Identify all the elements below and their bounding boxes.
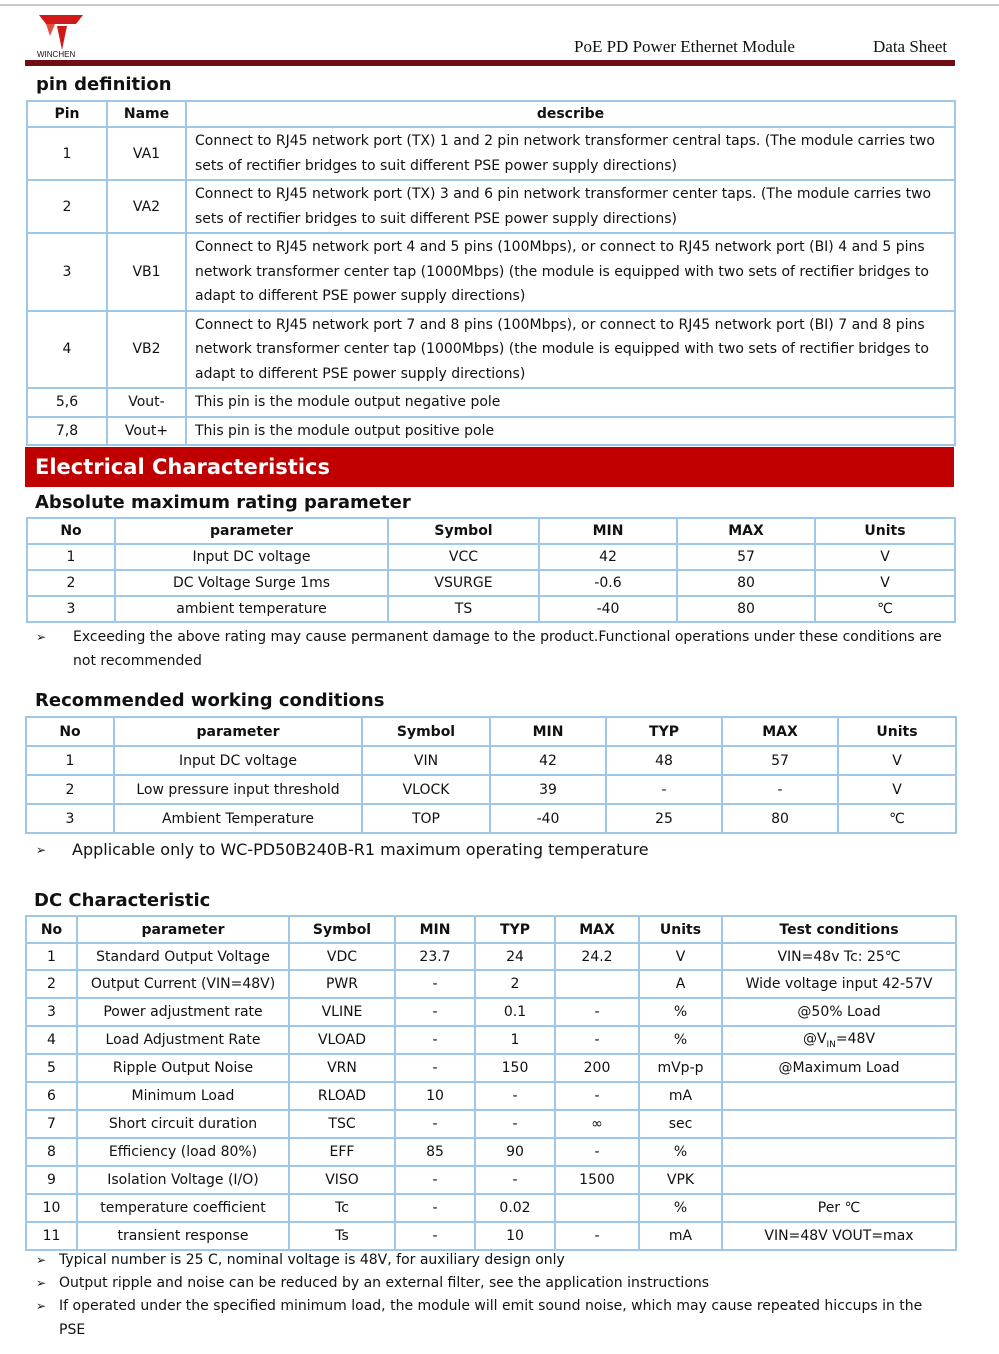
table-cell: - [395,1026,475,1054]
table-row [26,1110,956,1138]
table-row [26,1138,956,1166]
table-cell: Efficiency (load 80%) [77,1138,289,1166]
table-cell: 24.2 [555,943,639,970]
table-cell: ℃ [815,596,955,622]
col-header: Name [107,101,186,127]
table-cell: VLOAD [289,1026,395,1054]
col-header: describe [186,101,955,127]
condition-subscript: IN [826,1039,836,1050]
dc-heading: DC Characteristic [34,890,211,911]
table-row [26,998,956,1026]
table-cell: 3 [27,596,115,622]
pin-cell: 5,6 [27,388,107,417]
col-header: parameter [115,518,388,544]
table-cell: -0.6 [539,570,677,596]
note-text: Typical number is 25 C, nominal voltage is 48V, for auxiliary design only [59,1252,565,1268]
table-cell [722,1082,956,1110]
table-row [26,746,956,775]
table-row [27,388,955,417]
table-cell: 85 [395,1138,475,1166]
table-cell: VCC [388,544,539,570]
condition-suffix: =48V [835,1030,876,1047]
table-cell: 90 [475,1138,555,1166]
table-cell: VPK [639,1166,722,1194]
condition-prefix: @V [802,1030,827,1047]
table-header-row [26,717,956,746]
table-cell: Per ℃ [722,1194,956,1222]
table-cell: -40 [539,596,677,622]
table-row [27,544,955,570]
col-header: Symbol [289,916,395,943]
table-cell: 39 [490,775,606,804]
table-cell: 3 [26,804,114,833]
table-cell: 80 [677,570,815,596]
table-cell: 1 [26,746,114,775]
table-cell: mA [639,1222,722,1250]
table-cell: 5 [26,1054,77,1082]
dc-note [36,1271,946,1295]
table-row [26,1026,956,1054]
name-cell: VA1 [107,127,186,180]
table-cell: DC Voltage Surge 1ms [115,570,388,596]
table-cell: 10 [26,1194,77,1222]
table-cell: VDC [289,943,395,970]
table-cell: Output Current (VIN=48V) [77,970,289,998]
col-header: TYP [606,717,722,746]
table-cell: 48 [606,746,722,775]
dc-note [36,1248,946,1272]
recommended-note [36,838,946,862]
col-header: No [26,916,77,943]
table-cell: VLOCK [362,775,490,804]
table-cell: - [555,998,639,1026]
table-cell: @Maximum Load [722,1054,956,1082]
table-row [26,1222,956,1250]
table-cell: % [639,1194,722,1222]
table-cell: ℃ [838,804,956,833]
table-row [27,127,955,180]
table-cell: % [639,1138,722,1166]
table-cell: - [606,775,722,804]
col-header: Units [815,518,955,544]
table-cell: - [475,1166,555,1194]
table-cell: Input DC voltage [115,544,388,570]
table-cell: RLOAD [289,1082,395,1110]
table-row [27,596,955,622]
name-cell: Vout+ [107,417,186,446]
table-row [27,311,955,389]
table-cell: Standard Output Voltage [77,943,289,970]
table-cell: VIN=48v Tc: 25℃ [722,943,956,970]
col-header: Test conditions [722,916,956,943]
table-cell: - [395,1110,475,1138]
col-header: Symbol [362,717,490,746]
abs-max-heading: Absolute maximum rating parameter [35,492,411,513]
table-cell: Load Adjustment Rate [77,1026,289,1054]
col-header: No [27,518,115,544]
table-cell: Minimum Load [77,1082,289,1110]
abs-max-table [26,517,956,623]
arrow-bullet-icon: ➢ [36,630,47,644]
table-cell: VIN [362,746,490,775]
table-row [26,804,956,833]
table-cell: VLINE [289,998,395,1026]
col-header: TYP [475,916,555,943]
col-header: parameter [114,717,362,746]
col-header: MAX [677,518,815,544]
table-cell: 2 [26,970,77,998]
table-row [26,1166,956,1194]
table-cell: 25 [606,804,722,833]
dc-note [36,1294,946,1338]
table-row [27,570,955,596]
note-text: Applicable only to WC-PD50B240B-R1 maximum operating temperature [72,840,649,859]
pin-definition-heading: pin definition [36,74,172,95]
table-cell: - [395,1194,475,1222]
table-cell: Ambient Temperature [114,804,362,833]
table-cell: - [395,970,475,998]
dc-table [25,915,957,1251]
pin-cell: 1 [27,127,107,180]
table-cell: % [639,998,722,1026]
table-cell: 1500 [555,1166,639,1194]
table-row [26,775,956,804]
table-cell: - [395,1054,475,1082]
table-cell: ambient temperature [115,596,388,622]
pin-definition-table [26,100,956,446]
describe-cell: This pin is the module output positive pole [186,417,955,446]
table-cell: - [395,1222,475,1250]
table-row [27,180,955,233]
describe-cell: Connect to RJ45 network port 7 and 8 pins (100Mbps), or connect to RJ45 network port (BI) 7 and 8 pins network transformer center tap (1000Mbps) (the module is equipped with two sets of rectifier bridges to adapt to different PSE power supply directions) [186,311,955,389]
table-cell: 2 [475,970,555,998]
col-header: MIN [395,916,475,943]
table-cell [722,1166,956,1194]
table-cell [555,970,639,998]
table-cell: TOP [362,804,490,833]
table-cell: @50% Load [722,998,956,1026]
table-cell [722,1138,956,1166]
section-band-electrical: Electrical Characteristics [25,447,954,487]
table-cell: VISO [289,1166,395,1194]
table-cell: VRN [289,1054,395,1082]
table-cell [722,1110,956,1138]
col-header: Symbol [388,518,539,544]
note-text: Exceeding the above rating may cause permanent damage to the product.Functional operations under these conditions are not recommended [73,629,942,669]
table-cell: Low pressure input threshold [114,775,362,804]
name-cell: VB1 [107,233,186,311]
name-cell: VB2 [107,311,186,389]
table-cell: Tc [289,1194,395,1222]
abs-max-note [36,625,946,673]
table-cell: - [395,1166,475,1194]
table-row [27,417,955,446]
note-text: If operated under the specified minimum load, the module will emit sound noise, which may cause repeated hiccups in the PSE [59,1298,923,1338]
table-cell: ∞ [555,1110,639,1138]
table-cell: 3 [26,998,77,1026]
arrow-bullet-icon: ➢ [36,1253,47,1267]
test-condition-cell [722,1026,956,1054]
table-cell: PWR [289,970,395,998]
table-cell: TS [388,596,539,622]
table-header-row [27,101,955,127]
table-cell: 150 [475,1054,555,1082]
table-header-row [26,916,956,943]
table-cell: - [555,1026,639,1054]
table-cell: Input DC voltage [114,746,362,775]
table-cell: VSURGE [388,570,539,596]
table-cell: 6 [26,1082,77,1110]
table-cell: V [838,746,956,775]
table-cell: % [639,1026,722,1054]
table-cell: 0.1 [475,998,555,1026]
table-cell: V [815,570,955,596]
describe-cell: Connect to RJ45 network port 4 and 5 pins (100Mbps), or connect to RJ45 network port (BI) 4 and 5 pins network transformer center tap (1000Mbps) (the module is equipped with two sets of rectifier bridges to adapt to different PSE power supply directions) [186,233,955,311]
note-text: Output ripple and noise can be reduced by an external filter, see the application instructions [59,1275,710,1291]
table-cell: Short circuit duration [77,1110,289,1138]
table-cell: 2 [26,775,114,804]
table-row [27,233,955,311]
col-header: Units [639,916,722,943]
pin-cell: 3 [27,233,107,311]
document-type: Data Sheet [873,37,948,56]
table-cell: 10 [475,1222,555,1250]
describe-cell: Connect to RJ45 network port (TX) 1 and 2 pin network transformer central taps. (The module carries two sets of rectifier bridges to suit different PSE power supply directions) [186,127,955,180]
table-cell: VIN=48V VOUT=max [722,1222,956,1250]
table-cell: 57 [677,544,815,570]
table-cell: 23.7 [395,943,475,970]
table-cell: V [639,943,722,970]
table-cell: Power adjustment rate [77,998,289,1026]
table-cell: - [475,1110,555,1138]
table-cell: transient response [77,1222,289,1250]
arrow-bullet-icon: ➢ [36,1276,47,1290]
table-cell: 10 [395,1082,475,1110]
table-cell: sec [639,1110,722,1138]
table-cell: V [815,544,955,570]
table-row [26,943,956,970]
table-cell: - [555,1222,639,1250]
col-header: No [26,717,114,746]
recommended-heading: Recommended working conditions [35,690,385,711]
recommended-table [25,716,957,834]
table-cell: 9 [26,1166,77,1194]
table-cell: 200 [555,1054,639,1082]
name-cell: VA2 [107,180,186,233]
col-header: Pin [27,101,107,127]
table-header-row [27,518,955,544]
table-cell: Ts [289,1222,395,1250]
table-row [26,1054,956,1082]
table-cell: mA [639,1082,722,1110]
table-cell: EFF [289,1138,395,1166]
table-cell: Ripple Output Noise [77,1054,289,1082]
table-cell: 7 [26,1110,77,1138]
table-cell: 80 [722,804,838,833]
table-row [26,1082,956,1110]
arrow-bullet-icon: ➢ [36,1299,47,1313]
col-header: MAX [555,916,639,943]
table-cell: temperature coefficient [77,1194,289,1222]
table-cell: 0.02 [475,1194,555,1222]
name-cell: Vout- [107,388,186,417]
table-cell: 1 [27,544,115,570]
table-cell: - [475,1082,555,1110]
table-cell [555,1194,639,1222]
col-header: MAX [722,717,838,746]
table-cell: Wide voltage input 42-57V [722,970,956,998]
table-cell: 4 [26,1026,77,1054]
table-cell: A [639,970,722,998]
document-title: PoE PD Power Ethernet Module [574,37,795,56]
describe-cell: Connect to RJ45 network port (TX) 3 and 6 pin network transformer center taps. (The module carries two sets of rectifier bridges to suit different PSE power supply directions) [186,180,955,233]
table-cell: 42 [539,544,677,570]
top-divider [0,4,999,6]
header-bar [25,60,955,66]
table-cell: 8 [26,1138,77,1166]
table-cell: 11 [26,1222,77,1250]
col-header: MIN [539,518,677,544]
table-cell: 42 [490,746,606,775]
logo-text: WINCHEN [37,50,76,59]
table-cell: 2 [27,570,115,596]
col-header: MIN [490,717,606,746]
describe-cell: This pin is the module output negative pole [186,388,955,417]
table-row [26,1194,956,1222]
table-cell: -40 [490,804,606,833]
arrow-bullet-icon: ➢ [36,843,47,857]
table-cell: - [555,1082,639,1110]
col-header: Units [838,717,956,746]
table-cell: Isolation Voltage (I/O) [77,1166,289,1194]
table-cell: 57 [722,746,838,775]
pin-cell: 4 [27,311,107,389]
table-cell: - [555,1138,639,1166]
col-header: parameter [77,916,289,943]
table-cell: 1 [475,1026,555,1054]
table-cell: 80 [677,596,815,622]
table-cell: - [395,998,475,1026]
pin-cell: 2 [27,180,107,233]
pin-cell: 7,8 [27,417,107,446]
table-cell: V [838,775,956,804]
table-cell: - [722,775,838,804]
table-cell: mVp-p [639,1054,722,1082]
table-cell: 24 [475,943,555,970]
table-cell: 1 [26,943,77,970]
table-cell: TSC [289,1110,395,1138]
table-row [26,970,956,998]
